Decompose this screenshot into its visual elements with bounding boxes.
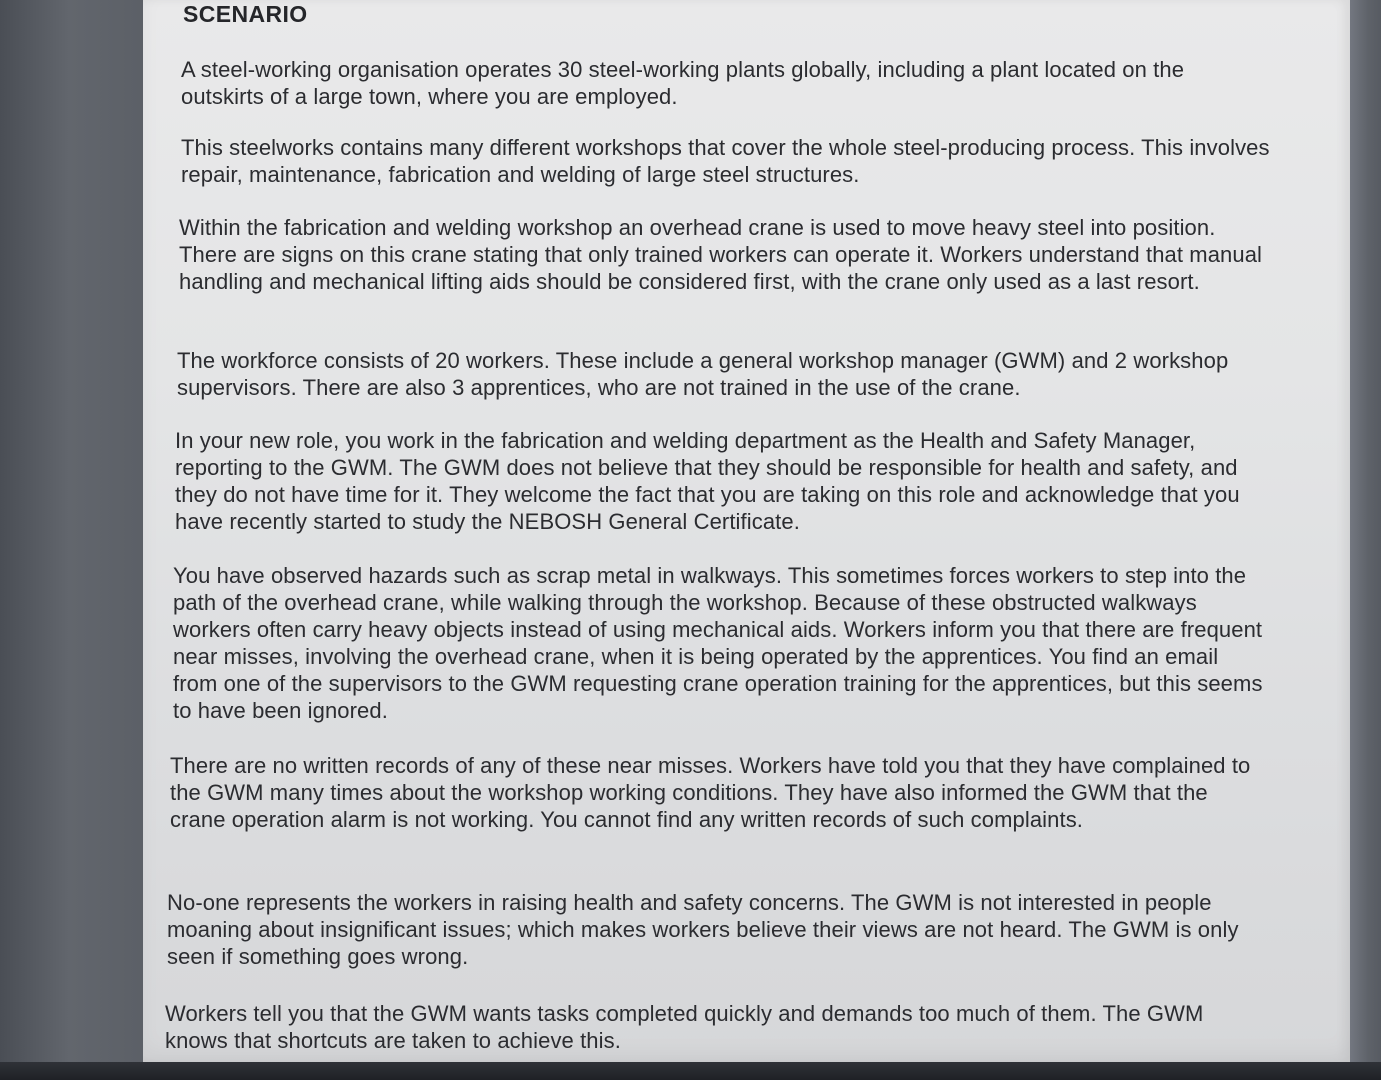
- paragraph-representation: No-one represents the workers in raising health and safety concerns. The GWM is not interested in people moaning about insignificant issues; which makes workers believe their views are not heard. The GWM is only seen if something goes wrong.: [167, 890, 1239, 969]
- paragraph-organisation: A steel-working organisation operates 30 steel-working plants globally, including a plant located on the outskirts of a large town, where you are employed.: [181, 57, 1185, 109]
- screen-edge: [1350, 0, 1381, 1080]
- paragraph-records: There are no written records of any of these near misses. Workers have told you that they have complained to the GWM many times about the workshop working conditions. They have also informed the GWM that the crane operation alarm is not working. You cannot find any written records of such complaints.: [170, 753, 1251, 832]
- paragraph-steelworks: This steelworks contains many different workshops that cover the whole steel-producing process. This involves repair, maintenance, fabrication and welding of large steel structures.: [181, 135, 1270, 187]
- paragraph-new-role: In your new role, you work in the fabrication and welding department as the Health and Safety Manager, reporting to the GWM. The GWM does not believe that they should be responsible for health and safety, and they do not have time for it. They welcome the fact that you are taking on this role and acknowledge that you have recently started to study the NEBOSH General Certificate.: [175, 428, 1240, 534]
- document-body: [143, 0, 1350, 1062]
- monitor-bezel-bottom: [0, 1062, 1381, 1080]
- paragraph-hazards: You have observed hazards such as scrap metal in walkways. This sometimes forces workers to step into the path of the overhead crane, while walking through the workshop. Because of these obstructed walkways workers often carry heavy objects instead of using mechanical aids. Workers inform you that there are frequent near misses, involving the overhead crane, when it is being operated by the apprentices. You find an email from one of the supervisors to the GWM requesting crane operation training for the apprentices, but this seems to have been ignored.: [173, 563, 1263, 723]
- paragraph-overhead-crane: Within the fabrication and welding workshop an overhead crane is used to move heavy steel into position. There are signs on this crane stating that only trained workers can operate it. Workers understand that manual handling and mechanical lifting aids should be considered first, with the crane only used as a last resort.: [179, 215, 1263, 294]
- scenario-heading: SCENARIO: [183, 1, 308, 27]
- document-page: [143, 0, 1350, 1062]
- paragraph-workforce: The workforce consists of 20 workers. These include a general workshop manager (GWM) and 2 workshop supervisors. There are also 3 apprentices, who are not trained in the use of the crane.: [177, 348, 1229, 400]
- paragraph-shortcuts: Workers tell you that the GWM wants tasks completed quickly and demands too much of them. The GWM knows that shortcuts are taken to achieve this.: [165, 1001, 1204, 1053]
